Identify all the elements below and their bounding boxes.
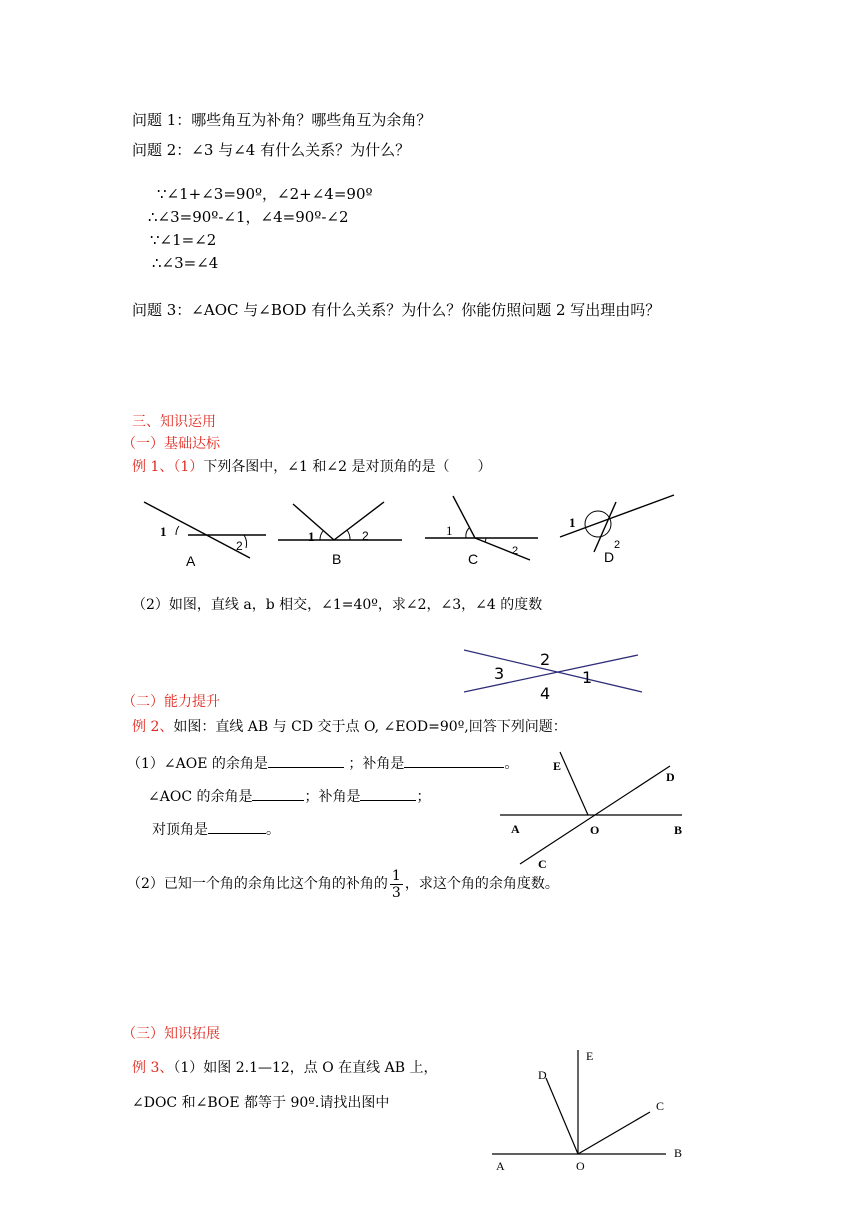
subsection-extension: （三）知识拓展 xyxy=(122,1026,220,1042)
answer-blank[interactable] xyxy=(268,753,344,768)
example-1: 例 1、（1）下列各图中，∠1 和∠2 是对顶角的是（ ） xyxy=(132,459,492,475)
fig2-e: E xyxy=(553,759,562,773)
fig-d-label: D xyxy=(604,549,615,565)
fig-a-label: A xyxy=(186,553,196,569)
fig3-c: C xyxy=(656,1099,665,1113)
fig2-c: C xyxy=(538,857,547,871)
figure-d xyxy=(560,495,674,565)
fig-c-angle-1: 1 xyxy=(446,523,453,538)
answer-blank[interactable] xyxy=(252,786,304,801)
question-2: 问题 2：∠3 与∠4 有什么关系？为什么？ xyxy=(132,141,411,159)
example-2: 例 2、如图：直线 AB 与 CD 交于点 O, ∠EOD=90º,回答下列问题： xyxy=(132,719,567,735)
proof-line-4: ∴∠3=∠4 xyxy=(152,254,219,272)
fig3-d: D xyxy=(538,1068,547,1082)
subsection-ability: （二）能力提升 xyxy=(122,694,220,710)
example-1-part-2: （2）如图，直线 a，b 相交，∠1=40º，求∠2，∠3，∠4 的度数 xyxy=(132,597,543,613)
fig-b-angle-1: 1 xyxy=(308,529,315,544)
intersecting-lines-figure xyxy=(460,640,650,710)
question-3: 问题 3：∠AOC 与∠BOD 有什么关系？为什么？你能仿照问题 2 写出理由吗？ xyxy=(132,301,661,319)
subsection-basic: （一）基础达标 xyxy=(122,436,220,452)
example-1-figures xyxy=(130,490,710,580)
angle-3-label: 3 xyxy=(494,664,505,683)
example-3-line-2: ∠DOC 和∠BOE 都等于 90º.请找出图中 xyxy=(132,1095,390,1111)
example-3-figure xyxy=(490,1046,690,1176)
fig3-o: O xyxy=(576,1159,585,1173)
section-title: 三、知识运用 xyxy=(132,414,216,430)
fig-a-angle-1: 1 xyxy=(160,524,167,539)
fig2-o: O xyxy=(590,823,600,837)
fig-d-angle-2: 2 xyxy=(614,539,621,551)
angle-1-label: 1 xyxy=(582,668,593,687)
example-2-figure xyxy=(498,752,698,872)
fig-c-angle-2: 2 xyxy=(512,545,519,557)
example-3: 例 3、（1）如图 2.1—12，点 O 在直线 AB 上， xyxy=(132,1060,438,1076)
fig-b-label: B xyxy=(332,551,342,567)
fig-b-angle-2: 2 xyxy=(362,529,369,543)
fig-a-angle-2: 2 xyxy=(236,539,243,553)
proof-line-2: ∴∠3=90º-∠1，∠4=90º-∠2 xyxy=(148,208,349,226)
proof-line-1: ∵∠1+∠3=90º，∠2+∠4=90º xyxy=(157,185,373,203)
example-2-line-2: ∠AOC 的余角是 ；补角是 ； xyxy=(148,786,430,807)
figure-a xyxy=(144,502,266,569)
fig2-d: D xyxy=(666,770,675,784)
example-2-line-3: 对顶角是 。 xyxy=(152,819,280,840)
example-2-part-2: （2）已知一个角的余角比这个角的补角的 $\frac{1}{3}$ ，求这个角的余角度数。 xyxy=(127,867,559,901)
fig3-e: E xyxy=(586,1049,594,1063)
proof-line-3: ∵∠1=∠2 xyxy=(150,231,217,249)
example-2-line-1: （1）∠AOE 的余角是 ；补角是 。 xyxy=(127,753,518,774)
angle-4-label: 4 xyxy=(540,684,551,703)
fig-c-label: C xyxy=(468,551,479,567)
fig3-a: A xyxy=(496,1159,505,1173)
answer-blank[interactable] xyxy=(208,819,266,834)
figure-c xyxy=(425,496,538,567)
figure-b xyxy=(278,502,402,567)
fraction-one-third: $\frac{1}{3}$ xyxy=(391,867,401,901)
angle-2-label: 2 xyxy=(540,650,551,669)
answer-blank[interactable] xyxy=(404,753,504,768)
fig2-a: A xyxy=(511,822,520,836)
answer-blank[interactable] xyxy=(360,786,416,801)
fig-d-angle-1: 1 xyxy=(569,515,576,530)
question-1: 问题 1：哪些角互为补角？哪些角互为余角？ xyxy=(132,111,432,129)
fig2-b: B xyxy=(674,823,683,837)
fig3-b: B xyxy=(674,1146,683,1160)
